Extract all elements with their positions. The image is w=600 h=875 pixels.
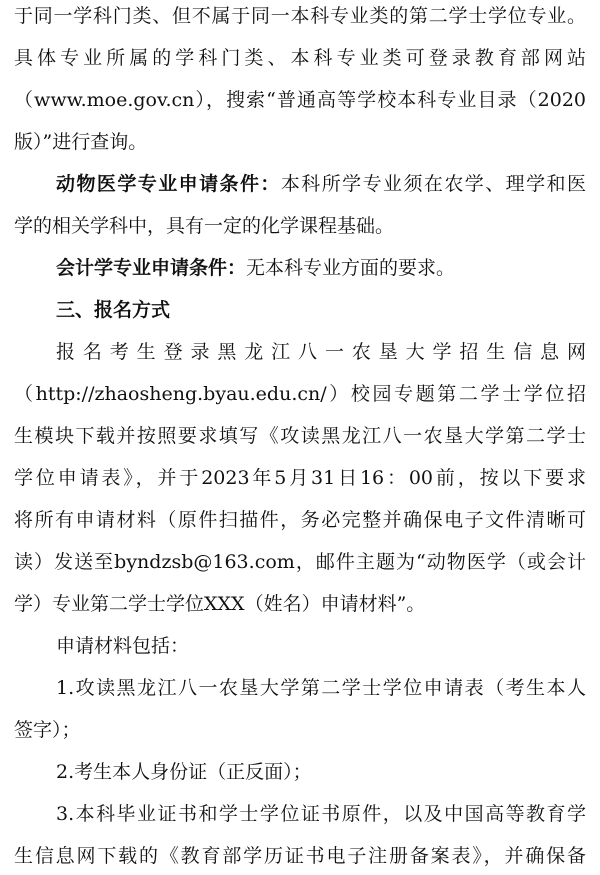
text-line: 学）专业第二学士学位XXX（姓名）申请材料”。 [14,593,426,615]
text-line: 将所有申请材料（原件扫描件，务必完整并确保电子文件清晰可 [14,509,586,531]
paragraph-line [56,173,586,195]
text-line: 学位申请表》，并于2023年5月31日16：00前，按以下要求 [14,467,586,489]
text-line: （www.moe.gov.cn），搜索“普通高等学校本科专业目录（2020 [14,89,586,111]
text-line: 报名考生登录黑龙江八一农垦大学招生信息网 [56,341,586,363]
text-line: 学的相关学科中，具有一定的化学课程基础。 [14,215,395,237]
text-line: 生模块下载并按照要求填写《攻读黑龙江八一农垦大学第二学士 [14,425,586,447]
list-item: 2.考生本人身份证（正反面）； [56,761,312,783]
section-heading: 三、报名方式 [56,299,171,321]
condition-label: 动物医学专业申请条件： [56,173,281,195]
list-item: 3.本科毕业证书和学士学位证书原件，以及中国高等教育学 [56,803,586,825]
text-line: 于同一学科门类、但不属于同一本科专业类的第二学士学位专业。 [14,5,586,27]
text-line: 签字）； [14,719,81,741]
text-line: 生信息网下载的《教育部学历证书电子注册备案表》，并确保备 [14,845,586,867]
text-line: 读）发送至byndzsb@163.com，邮件主题为“动物医学（或会计 [14,551,586,573]
condition-text: 无本科专业方面的要求。 [246,257,456,279]
condition-text: 本科所学专业须在农学、理学和医 [280,173,586,195]
text-line: 具体专业所属的学科门类、本科专业类可登录教育部网站 [14,47,586,69]
condition-label: 会计学专业申请条件： [56,257,247,279]
text-line: 版）”进行查询。 [14,131,148,153]
list-item: 1.攻读黑龙江八一农垦大学第二学士学位申请表（考生本人 [56,677,586,699]
text-line: 申请材料包括： [56,635,190,657]
text-line: （http://zhaosheng.byau.edu.cn/）校园专题第二学士学位招 [14,383,586,405]
paragraph-line [56,257,586,279]
